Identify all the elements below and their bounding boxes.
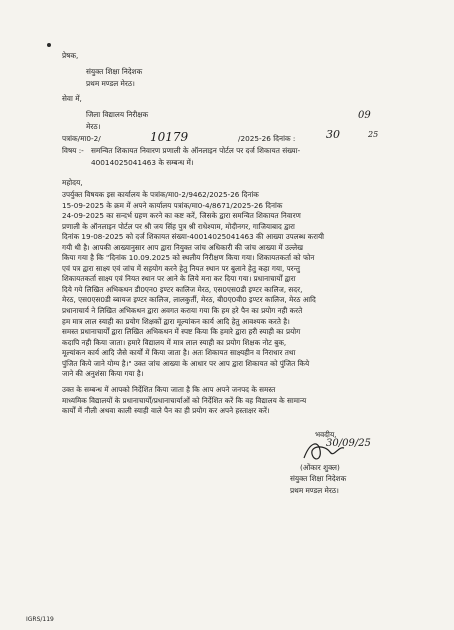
body-line: कार्यों में नीली अथवा काली स्याही वाले पैन का ही प्रयोग कर अपने हस्ताक्षर करें। xyxy=(62,406,270,416)
body-line: गयी थी है। आपकी आख्यानुसार आप द्वारा नियुक्त जांच अधिकारी की जांच आख्या में उल्लेख xyxy=(62,242,304,252)
subject-label: विषय :- xyxy=(62,146,84,155)
ref-number-handwritten: 10179 xyxy=(150,130,189,144)
date-day-handwritten: 30 xyxy=(326,128,340,141)
body-line: पुंजित किये जाने योग्य है।" उक्त जांच आख्या के आधार पर आप द्वारा शिकायत को पुंजित किये xyxy=(62,358,310,368)
signatory-title: संयुक्त शिक्षा निदेशक xyxy=(290,474,347,483)
body-line: मेरठ, एस0एस0डी ब्वायज इण्टर कालिज, लालकुर्ती, मेरठ, बी0ए0वी0 इण्टर कालिज, मेरठ आदि xyxy=(62,295,316,305)
body-line: एवं पत्र द्वारा साक्ष्य एवं जांच में सहयोग करने हेतु नियत स्थान पर बुलाने हेतु कहा गया, परन्तु xyxy=(62,263,300,273)
body-line: उपर्युक्त विषयक इस कार्यालय के पत्रांक/मा0-2/9462/2025-26 दिनांक xyxy=(62,190,259,199)
body-line: प्रधानाचार्य ने लिखित अभिकथन द्वारा अवगत कराया गया कि हम हरे पैन का प्रयोग नही करते xyxy=(62,306,303,316)
ref-prefix: पत्रांक/मा0-2/ xyxy=(62,134,101,143)
subject-line-2: 40014025041463 के सम्बन्ध में। xyxy=(91,158,194,167)
body-line: दिनांक 19-08-2025 को दर्ज शिकायत संख्या-40014025041463 की आख्या उपलब्ध करायी xyxy=(62,232,325,242)
body-line: दिये गये लिखित अभिकथन डी0एन0 इण्टर कालिज मेरठ, एस0एस0डी इण्टर कालिज, सदर, xyxy=(62,284,303,294)
punch-hole-mark xyxy=(47,43,51,47)
body-paragraph-2 xyxy=(62,385,395,417)
body-line: जाने की अनुशंसा किया गया है। xyxy=(62,369,144,379)
body-line: समस्त प्रधानाचार्यों द्वारा लिखित अभिकथन में स्पष्ट किया कि हमारे द्वारा हरी स्याही का प्रयोग xyxy=(62,327,301,337)
body-line: 24-09-2025 का सन्दर्भ ग्रहण करने का कष्ट करें, जिसके द्वारा समन्वित शिकायत निवारण xyxy=(62,211,301,221)
closing: भवदीय, xyxy=(315,430,337,439)
subject-line-1: समन्वित शिकायत निवारण प्रणाली के ऑनलाइन पोर्टल पर दर्ज शिकायत संख्या- xyxy=(91,146,301,155)
body-line: कदापि नही किया जाता। हमारे विद्यालय में मात्र लाल स्याही का प्रयोग शिक्षक नोट बुक, xyxy=(62,337,287,347)
body-line: शिकायतकर्ता साक्ष्य एवं नियत स्थान पर आने के लिये मना कर दिया गया। प्रधानाचार्यों द्वारा xyxy=(62,274,296,284)
recipient-title: जिला विद्यालय निरीक्षक xyxy=(86,110,149,119)
footer-code: IGRS/119 xyxy=(26,616,54,623)
body-line: उक्त के सम्बन्ध में आपको निर्देशित किया जाता है कि आप अपने जनपद के समस्त xyxy=(62,385,276,394)
date-month-handwritten: 09 xyxy=(358,110,371,121)
ref-year-date-label: /2025-26 दिनांक : xyxy=(238,134,296,143)
body-line: प्रणाली के ऑनलाइन पोर्टल पर श्री जय सिंह पुत्र श्री राधेश्याम, मोदीनगर, गाजियाबाद द्वारा xyxy=(62,221,295,231)
body-line: 15-09-2025 के क्रम में अपने कार्यालय पत्रांक/मा0-4/8671/2025-26 दिनांक xyxy=(62,200,283,210)
to-label: सेवा में, xyxy=(62,94,82,103)
sender-office: प्रथम मण्डल मेरठ। xyxy=(86,79,135,88)
from-label: प्रेषक, xyxy=(62,51,79,60)
body-line: किया गया है कि "दिनांक 10.09.2025 को स्थलीय निरीक्षण किया गया। शिकायतकर्ता को फोन xyxy=(62,253,315,263)
salutation: महोदय, xyxy=(62,178,83,187)
body-line: हम मात्र लाल स्याही का प्रयोग शिक्षकों द्वारा मूल्यांकन कार्य आदि हेतु आवश्यक करते है। xyxy=(62,316,290,326)
recipient-place: मेरठ। xyxy=(86,122,101,131)
signatory-name: (ओंकार शुक्ल) xyxy=(300,463,340,472)
signature-date-handwritten: 30/09/25 xyxy=(326,438,371,449)
body-line: माध्यमिक विद्यालयों के प्रधानाचार्यों/प्रधानाचार्याओं को निर्देशित करें कि वह विद्यालय के सामान्य xyxy=(62,395,307,405)
body-line: मूल्यांकन कार्य आदि जैसे कार्यों में किया जाता है। अतः शिकायत साक्ष्यहीन व निराधार तथा xyxy=(62,348,296,358)
sender-title: संयुक्त शिक्षा निदेशक xyxy=(86,67,143,76)
date-year-handwritten: 25 xyxy=(368,130,379,139)
signatory-office: प्रथम मण्डल मेरठ। xyxy=(290,486,339,495)
body-paragraph-1 xyxy=(62,190,395,380)
